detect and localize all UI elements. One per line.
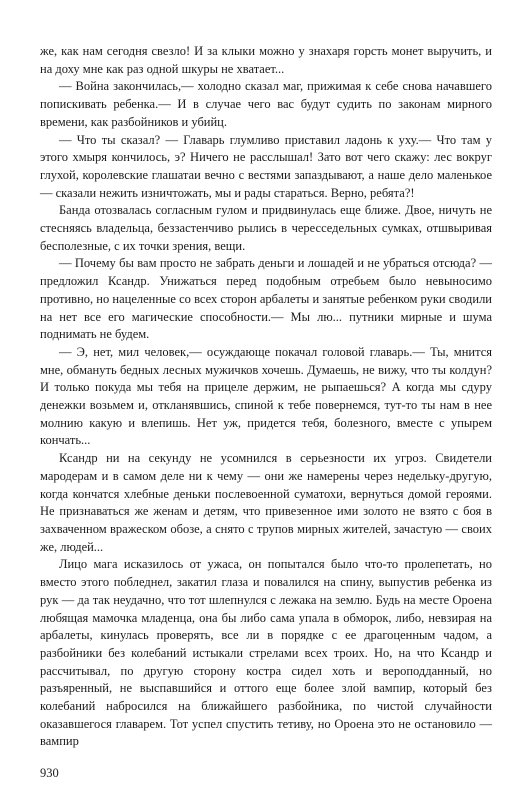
page-body-text xyxy=(40,43,492,751)
paragraph: — Что ты сказал? — Главарь глумливо приставил ладонь к уху.— Что там у этого хмыря кончилось, э? Ничего не расслышал! Зато вот чего скажу: лес вокруг глухой, королевские глашатаи вечно с вестями запаздывают, а наше дело маленькое — сказали нежить изничтожать, мы и рады стараться. Верно, ребята?! xyxy=(40,132,492,200)
paragraph: — Почему бы вам просто не забрать деньги и лошадей и не убраться отсюда? — предложил Ксандр. Унижаться перед подобным отребьем было невыносимо противно, но нацеленные со всех сторон арбалеты и занятые ребенком руки сводили на нет все его магические способности.— Мы лю... путники мирные и шума поднимать не будем. xyxy=(40,256,492,342)
page-number: 930 xyxy=(40,766,59,780)
paragraph: же, как нам сегодня свезло! И за клыки можно у знахаря горсть монет выручить, и на доху мне как раз одной шкуры не хватает... xyxy=(40,44,492,76)
paragraph: — Э, нет, мил человек,— осуждающе покачал головой главарь.— Ты, мнится мне, обмануть бедных лесных мужичков хочешь. Думаешь, не вижу, что ты колдун? И только покуда мы тебя на прицеле держим, не рыпаешься? А когда мы сдуру денежки возьмем и, откланявшись, спиной к тебе повернемся, тут-то ты нам в нее молнию какую и влепишь. Нет уж, придется тебя, болезного, вместе с упырем кончать... xyxy=(40,344,492,448)
paragraph: Ксандр ни на секунду не усомнился в серьезности их угроз. Свидетели мародерам и в самом деле ни к чему — они же намерены через недельку-другую, когда кончатся хлебные деньки послевоенной суматохи, вернуться домой героями. Не признаваться же женам и детям, что привезенное ими золото не взято с боя в захваченном вражеском обозе, а снято с трупов мирных жителей, зачастую — своих же, людей... xyxy=(40,451,492,554)
paragraph: — Война закончилась,— холодно сказал маг, прижимая к себе снова начавшего попискивать ребенка.— И в случае чего вас будут судить по законам мирного времени, как разбойников и убийц. xyxy=(40,79,492,129)
paragraph: Банда отозвалась согласным гулом и придвинулась еще ближе. Двое, ничуть не стесняясь владельца, беззастенчиво рылись в чересседельных сумках, отшвыривая бесполезные, с их точки зрения, вещи. xyxy=(40,203,492,253)
paragraph: Лицо мага исказилось от ужаса, он попытался было что-то пролепетать, но вместо этого побледнел, закатил глаза и повалился на спину, выпустив ребенка из рук — да так неудачно, что тот шлепнулся с лежака на землю. Будь на месте Ороена любящая мамочка младенца, она бы либо сама упала в обморок, либо, невзирая на арбалеты, кинулась проверять, все ли в порядке с ее драгоценным чадом, а разбойники без колебаний истыкали стрелами всех троих. Но, на что Ксандр и рассчитывал, по другую сторону костра сидел хоть и вероподданный, но разъяренный, не выспавшийся и оттого еще более злой вампир, который без колебаний набросился на ближайшего разбойника, по чистой случайности оказавшегося главарем. Тот успел спустить тетиву, но Ороена это не остановило — вампир xyxy=(40,557,492,749)
